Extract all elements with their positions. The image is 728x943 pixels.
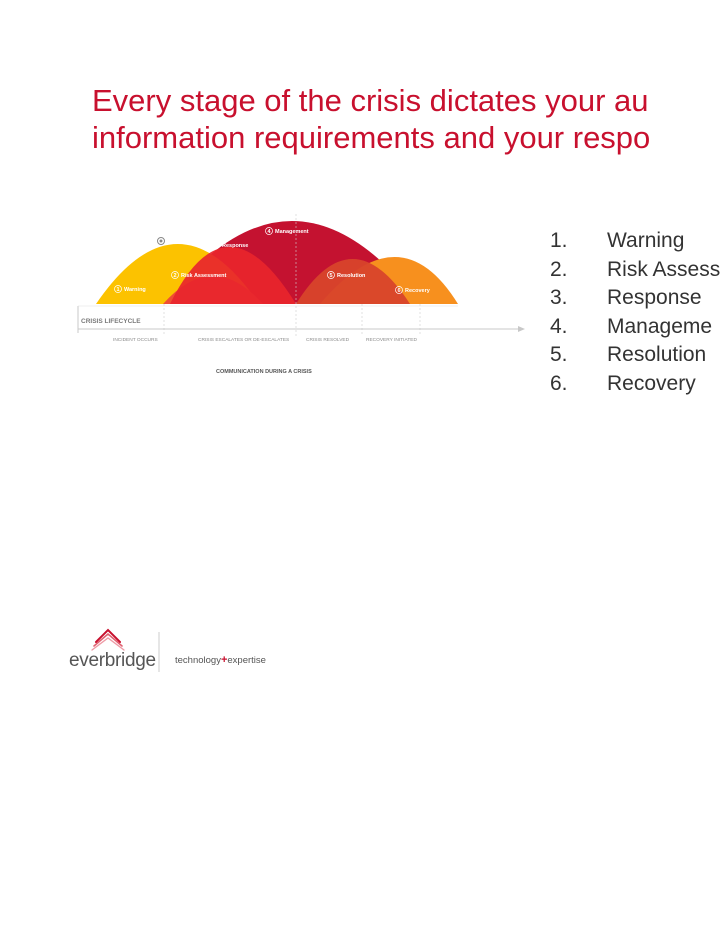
title-line-1: Every stage of the crisis dictates your au	[92, 83, 649, 118]
svg-text:3: 3	[214, 243, 218, 249]
list-item-number: 4.	[550, 314, 568, 338]
list-item-number: 6.	[550, 371, 568, 395]
list-item-number: 3.	[550, 286, 568, 309]
bridge-mark-icon	[92, 630, 124, 650]
dome-label-resolution: Resolution	[337, 273, 366, 279]
svg-text:4: 4	[267, 229, 271, 235]
list-item-label: Recovery	[607, 371, 696, 395]
list-item-number: 5.	[550, 343, 568, 366]
diagram-caption: COMMUNICATION DURING A CRISIS	[216, 369, 312, 375]
svg-text:1: 1	[116, 287, 120, 293]
dome-label-response: Response	[222, 243, 249, 249]
svg-text:2: 2	[173, 273, 177, 279]
dome-label-risk-assessment: Risk Assessment	[181, 273, 227, 279]
svg-text:5: 5	[329, 273, 333, 279]
logo-wordmark: everbridge	[69, 650, 156, 671]
logo-tagline: technology+expertise	[175, 654, 266, 666]
list-item-number: 2.	[550, 257, 568, 281]
dome-label-warning: Warning	[124, 287, 146, 293]
dome-label-management: Management	[275, 229, 309, 235]
list-item-label: Resolution	[607, 343, 707, 366]
dome-label-recovery: Recovery	[405, 288, 430, 294]
event-incident-occurs: INCIDENT OCCURS	[113, 338, 158, 343]
list-item-label: Response	[607, 286, 702, 309]
event-crisis-escalates: CRISIS ESCALATES OR DE-ESCALATES	[198, 338, 290, 343]
list-item-label: Risk Assess	[607, 257, 721, 281]
list-item-number: 1.	[550, 229, 568, 252]
event-crisis-resolved: CRISIS RESOLVED	[306, 338, 350, 343]
title-line-2: information requirements and your respo	[92, 120, 651, 155]
svg-text:6: 6	[397, 288, 401, 294]
list-item-label: Manageme	[607, 314, 713, 338]
axis-label: CRISIS LIFECYCLE	[81, 318, 141, 325]
list-item-label: Warning	[607, 229, 685, 252]
event-recovery-initiated: RECOVERY INITIATED	[366, 338, 417, 343]
